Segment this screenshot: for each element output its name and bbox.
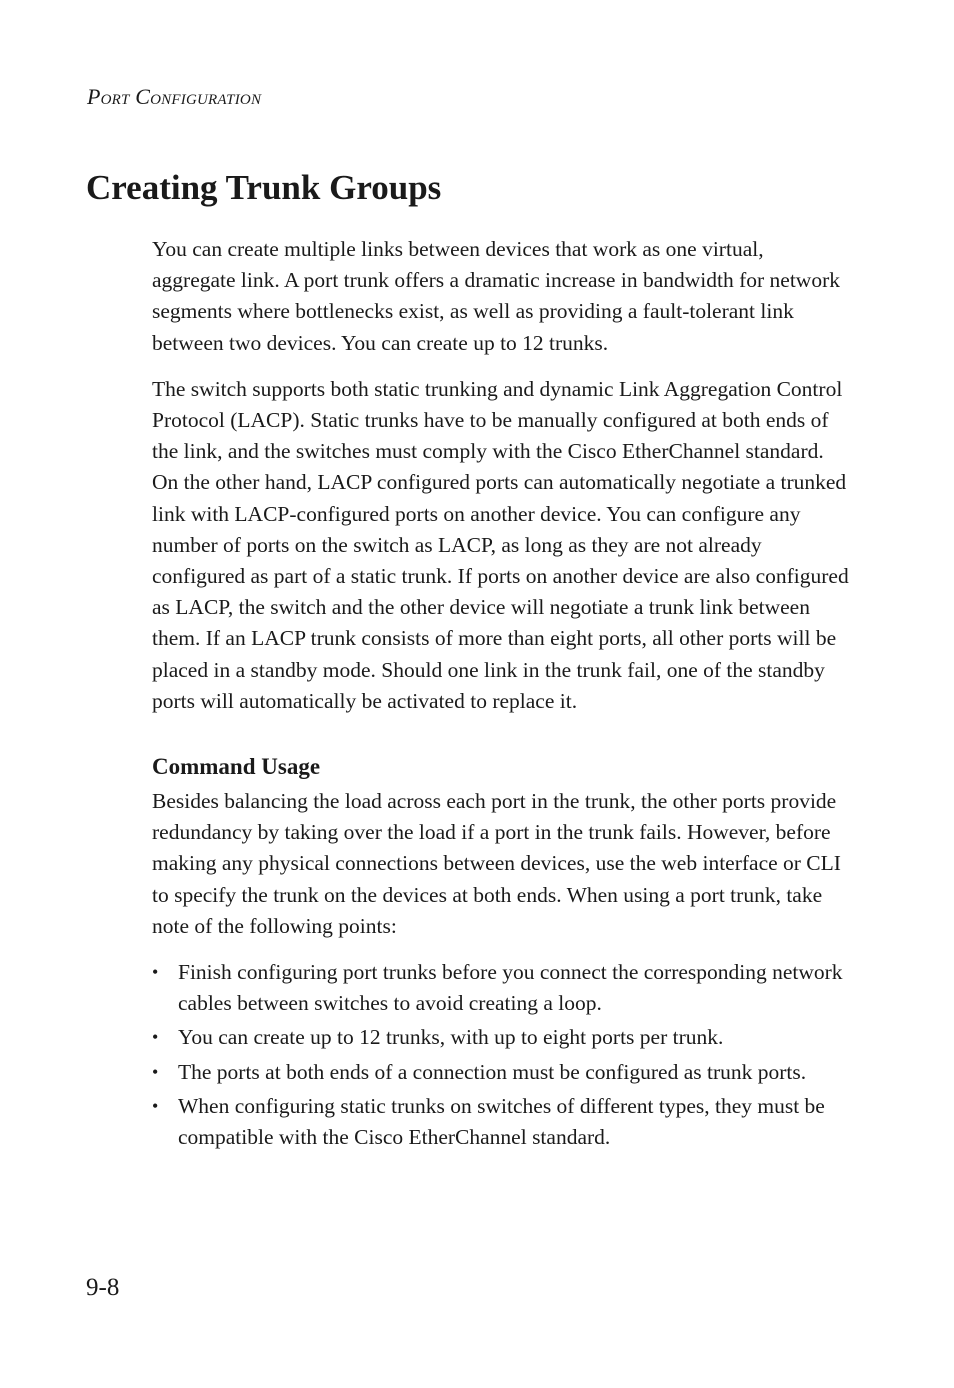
bullet-icon: • [152, 1095, 159, 1116]
list-item [152, 1022, 852, 1053]
command-usage-paragraph: Besides balancing the load across each port in the trunk, the other ports provide redundancy by taking over the load if a port in the trunk fails. However, before making any physical connections between devices, use the web interface or CLI to specify the trunk on the devices at both ends. When using a port trunk, take note of the following points: [152, 789, 841, 938]
page-number: 9-8 [86, 1274, 120, 1301]
bullet-text: The ports at both ends of a connection must be configured as trunk ports. [178, 1059, 807, 1084]
bullet-icon: • [152, 962, 159, 983]
page-title: Creating Trunk Groups [86, 168, 442, 207]
list-item [152, 957, 852, 1019]
command-usage-bullet-list [152, 957, 852, 1153]
intro-paragraph-1: You can create multiple links between devices that work as one virtual, aggregate link. A port trunk offers a dramatic increase in bandwidth for network segments where bottlenecks exist, as well as providing a fault-tolerant link between two devices. You can create up to 12 trunks. [152, 237, 840, 355]
bullet-text: Finish configuring port trunks before you connect the corresponding network cables between switches to avoid creating a loop. [178, 960, 843, 1016]
bullet-icon: • [152, 1061, 159, 1082]
list-item [152, 1091, 852, 1153]
intro-paragraph-2: The switch supports both static trunking and dynamic Link Aggregation Control Protocol (LACP). Static trunks have to be manually configured at both ends of the link, and the switches must comply with the Cisco EtherChannel standard. On the other hand, LACP configured ports can automatically negotiate a trunked link with LACP-configured ports on another device. You can configure any number of ports on the switch as LACP, as long as they are not already configured as part of a static trunk. If ports on another device are also configured as LACP, the switch and the other device will negotiate a trunk link between them. If an LACP trunk consists of more than eight ports, all other ports will be placed in a standby mode. Should one link in the trunk fail, one of the standby ports will automatically be activated to replace it. [152, 376, 849, 713]
bullet-text: You can create up to 12 trunks, with up to eight ports per trunk. [178, 1025, 724, 1050]
bullet-text: When configuring static trunks on switches of different types, they must be compatible with the Cisco EtherChannel standard. [178, 1093, 825, 1150]
running-header: Port Configuration [87, 84, 262, 109]
command-usage-heading: Command Usage [152, 754, 321, 780]
page-body [152, 234, 852, 1156]
bullet-icon: • [152, 1027, 159, 1048]
list-item [152, 1057, 852, 1088]
